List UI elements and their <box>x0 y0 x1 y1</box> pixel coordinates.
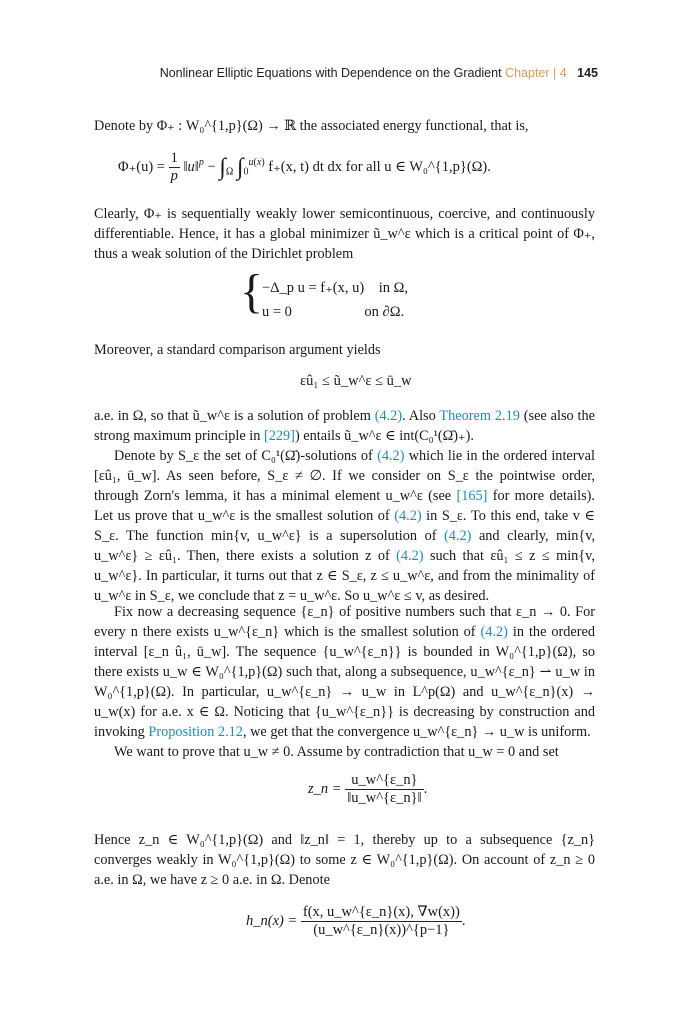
text-run: Fix now a decreasing sequence {ε_n} of positive numbers such that ε_n → 0. For every n there exists u_w^{ε_n} which is the smallest solution of <box>94 604 595 640</box>
paragraph-decreasing-sequence <box>94 602 595 742</box>
text-run: , we get that the convergence u_w^{ε_n} → u_w is uniform. <box>242 724 591 740</box>
left-brace: { <box>240 265 264 318</box>
text-run: ) entails ũ_w^ε ∈ int(C₀¹(Ω̄)₊). <box>294 428 474 444</box>
text-run: and clearly, min{v, u_w^ε} ≥ εû₁. Then, there exists a solution z of <box>94 528 596 564</box>
paragraph-text: We want to prove that u_w ≠ 0. Assume by contradiction that u_w = 0 and set <box>114 744 559 760</box>
equation-comparison <box>300 373 412 390</box>
paragraph-smallest-solution <box>94 446 595 606</box>
fraction-numerator: u_w^{ε_n} <box>345 772 423 790</box>
text-run: for more details). Let us prove that u_w^ε is the smallest solution of <box>94 488 595 524</box>
paragraph-text: Denote by Φ₊ : W₀^{1,p}(Ω) → ℝ the associated energy functional, that is, <box>94 118 529 134</box>
fraction-numerator: f(x, u_w^{ε_n}(x), ∇w(x)) <box>302 904 460 920</box>
link-theorem-2-19[interactable]: Theorem 2.19 <box>439 408 520 424</box>
header-chapter-label: Chapter <box>505 66 550 80</box>
equation-zn <box>308 772 427 807</box>
equation-end: . <box>461 912 466 929</box>
link-eq-4-2[interactable]: (4.2) <box>396 548 424 564</box>
equation-lhs: Φ₊(u) = <box>118 158 165 175</box>
text-run: in S_ε. To this end, take v ∈ S_ε. The function min{v, u_w^ε} is a supersolution of <box>94 508 595 544</box>
text-run: in the ordered interval [ε_n û₁, ū_w]. The sequence {u_w^{ε_n}} is bounded in W₀^{1,p}(Ω), so there exists u_w ∈ W₀^{1,p}(Ω) such that, along a subsequence, u_w^{ε_n} ⇀ u_w in W₀^{1,p}(Ω). In particular, u_w^{ε_n} → u_w in L^p(Ω) and u_w^{ε_n}(x) → u_w(x) for a.e. x ∈ Ω. Noticing that {u_w^{ε_n}} is decreasing by construction and invoking <box>94 624 596 740</box>
text-run: (see also the strong maximum principle in <box>94 408 595 444</box>
link-eq-4-2[interactable]: (4.2) <box>444 528 472 544</box>
link-eq-4-2[interactable]: (4.2) <box>374 408 403 424</box>
equation-tail: f₊(x, t) dt dx for all u ∈ W₀^{1,p}(Ω). <box>268 158 491 175</box>
paragraph-solution <box>94 406 595 446</box>
link-eq-4-2[interactable]: (4.2) <box>480 624 508 640</box>
link-cite-165[interactable]: [165] <box>456 488 488 504</box>
paragraph-text: Hence z_n ∈ W₀^{1,p}(Ω) and ‖z_n‖ = 1, thereby up to a subsequence {z_n} converges weakly in W₀^{1,p}(Ω) to some z ∈ W₀^{1,p}(Ω). On account of z_n ≥ 0 a.e. in Ω, we have z ≥ 0 a.e. in Ω. Denote <box>94 832 595 888</box>
running-header <box>112 66 598 80</box>
equation-lhs: h_n(x) = <box>246 912 298 929</box>
text-run: . Also <box>402 408 436 424</box>
text-run: which lie in the ordered interval [εû₁, ū_w]. As seen before, S_ε ≠ ∅. If we consider on S_ε the pointwise order, through Zorn's lemma, it has a minimal element u_w^ε (see <box>94 448 595 504</box>
page-number: 145 <box>577 66 598 80</box>
paragraph-text: Moreover, a standard comparison argument yields <box>94 342 381 358</box>
paragraph-minimizer <box>94 204 595 264</box>
equation-body: εû₁ ≤ ũ_w^ε ≤ ū_w <box>300 373 412 389</box>
dirichlet-system <box>240 265 470 328</box>
link-eq-4-2[interactable]: (4.2) <box>394 508 422 524</box>
equation-end: . <box>423 780 428 797</box>
equation-energy-functional: Φ₊(u) = $\frac{1}{p}$ ‖u‖$^p$ − $\int_\Omega$ $\int_0^{u(x)}$ f₊(x, t) dt dx for all u ∈ W₀^{1,p}(Ω). <box>118 150 491 184</box>
equation-hn <box>246 904 465 939</box>
paragraph-energy-functional <box>94 116 595 136</box>
paragraph-text: Clearly, Φ₊ is sequentially weakly lower semicontinuous, coercive, and continuously differentiable. Hence, it has a global minimizer ũ_w^ε which is a critical point of Φ₊, thus a weak solution of the Dirichlet problem <box>94 206 595 262</box>
text-run: such that εû₁ ≤ z ≤ min{v, u_w^ε}. In particular, it turns out that z ∈ S_ε, z ≤ u_w^ε, and from the minimality of u_w^ε in S_ε, we conclude that z = u_w^ε. So u_w^ε ≤ v, as desired. <box>94 548 595 604</box>
text-run: a.e. in Ω, so that ũ_w^ε is a solution of problem <box>94 408 371 424</box>
header-title: Nonlinear Elliptic Equations with Dependence on the Gradient <box>159 66 502 80</box>
fraction-denominator: (u_w^{ε_n}(x))^{p−1} <box>313 922 450 938</box>
paragraph-weak-convergence <box>94 830 595 890</box>
fraction-denominator: ‖u_w^{ε_n}‖ <box>347 790 422 806</box>
text-run: Denote by S_ε the set of C₀¹(Ω̄)-solutions of <box>114 448 373 464</box>
paragraph-contradiction <box>94 742 595 762</box>
system-line-1: −Δ_p u = f₊(x, u) in Ω, <box>262 280 408 296</box>
system-line-2: u = 0 on ∂Ω. <box>262 304 405 320</box>
header-chapter-number: 4 <box>559 66 567 80</box>
link-cite-229[interactable]: [229] <box>263 428 295 444</box>
header-separator: | <box>553 66 557 80</box>
link-eq-4-2[interactable]: (4.2) <box>377 448 405 464</box>
paragraph-comparison <box>94 340 595 360</box>
link-proposition-2-12[interactable]: Proposition 2.12 <box>148 724 243 740</box>
equation-lhs: z_n = <box>308 780 342 797</box>
